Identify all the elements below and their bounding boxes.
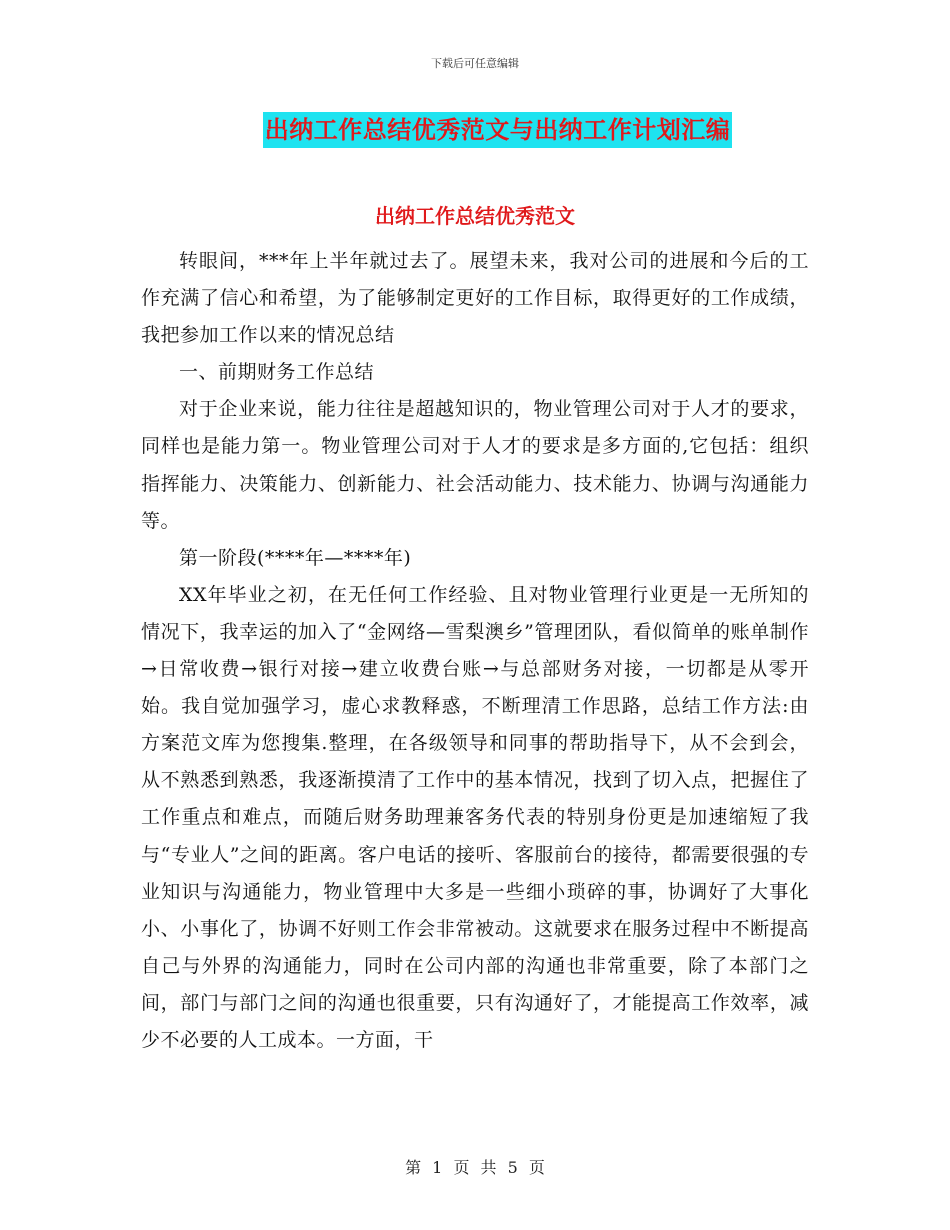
paragraph-ability: 对于企业来说，能力往往是超越知识的，物业管理公司对于人才的要求，同样也是能力第一。物业管理公司对于人才的要求是多方面的,它包括：组织指挥能力、决策能力、创新能力、社会活动能力、技术能力、协调与沟通能力等。 (141, 398, 809, 532)
header-note: 下载后可任意编辑 (431, 57, 519, 70)
heading-early-finance-summary: 一、前期财务工作总结 (179, 361, 375, 384)
paragraph-intro: 转眼间，***年上半年就过去了。展望未来，我对公司的进展和今后的工作充满了信心和希望，为了能够制定更好的工作目标，取得更好的工作成绩，我把参加工作以来的情况总结 (141, 250, 809, 347)
document-title-wrap (0, 112, 950, 148)
section-title: 出纳工作总结优秀范文 (375, 204, 575, 228)
paragraph-first-stage: XX年毕业之初，在无任何工作经验、且对物业管理行业更是一无所知的情况下，我幸运的加入了“金网络—雪梨澳乡”管理团队，看似简单的账单制作→日常收费→银行对接→建立收费台账→与总部财务对接，一切都是从零开始。我自觉加强学习，虚心求教释惑，不断理清工作思路，总结工作方法:由方案范文库为您搜集.整理，在各级领导和同事的帮助指导下，从不会到会，从不熟悉到熟悉，我逐渐摸清了工作中的基本情况，找到了切入点，把握住了工作重点和难点，而随后财务助理兼客务代表的特别身份更是加速缩短了我与“专业人”之间的距离。客户电话的接听、客服前台的接待，都需要很强的专业知识与沟通能力，物业管理中大多是一些细小琐碎的事，协调好了大事化小、小事化了，协调不好则工作会非常被动。这就要求在服务过程中不断提高自己与外界的沟通能力，同时在公司内部的沟通也非常重要，除了本部门之间，部门与部门之间的沟通也很重要，只有沟通好了，才能提高工作效率，减少不必要的人工成本。一方面，干 (141, 583, 809, 1051)
heading-first-stage: 第一阶段(****年—****年) (179, 546, 412, 569)
page-footer: 第 1 页 共 5 页 (405, 1158, 545, 1177)
body-text (141, 243, 809, 1059)
document-title: 出纳工作总结优秀范文与出纳工作计划汇编 (263, 112, 733, 148)
